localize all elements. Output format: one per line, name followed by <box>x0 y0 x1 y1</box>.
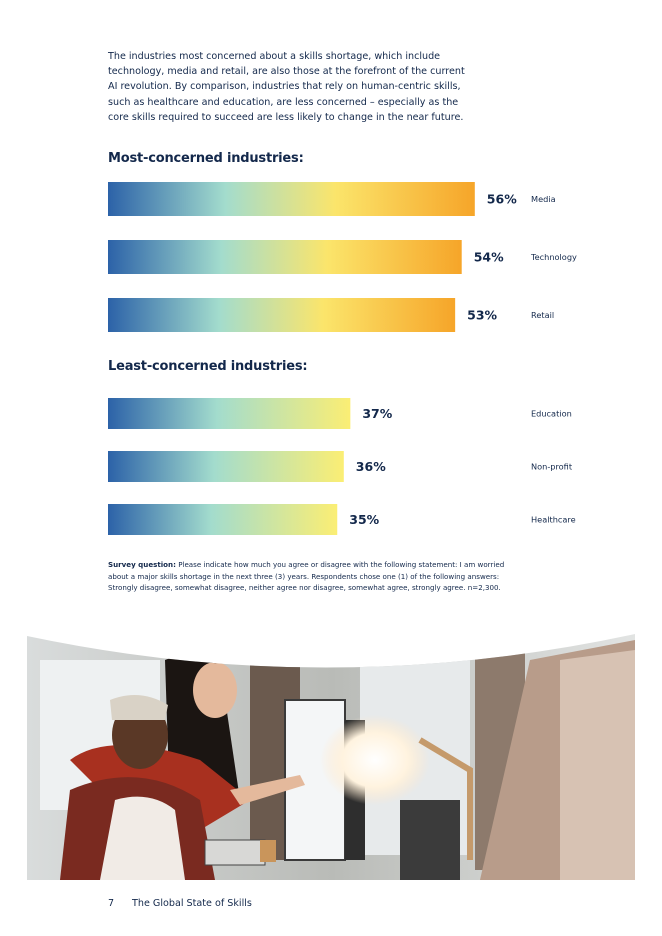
page-number: 7 <box>108 898 115 909</box>
page-footer <box>108 898 252 909</box>
bar-category-label: Media <box>531 194 556 204</box>
survey-note-text: Please indicate how much you agree or disagree with the following statement: I am worried about a major skills shortage in the next three (3) years. Respondents chose one (1) of the following answers: Strongly disagree, somewhat disagree, neither agree nor disagree, somewhat agree, strongly agree. n=2,300. <box>108 560 505 593</box>
bar-category-label: Non-profit <box>531 461 573 472</box>
bar-value-label: 54% <box>473 249 504 265</box>
survey-note-label: Survey question: <box>108 560 176 569</box>
bar-value-label: 53% <box>467 307 498 323</box>
bar-category-label: Technology <box>531 252 577 262</box>
bar-category-label: Healthcare <box>531 514 576 525</box>
bar-category-label: Education <box>531 408 572 419</box>
bar-category-label: Retail <box>531 310 555 320</box>
bar-value-label: 37% <box>362 406 393 421</box>
bar-value-label: 36% <box>355 459 386 474</box>
least-concerned-title: Least-concerned industries: <box>108 359 308 374</box>
bar-value-label: 35% <box>349 512 380 527</box>
intro-paragraph: The industries most concerned about a skills shortage, which include technology, media and retail, are also those at the forefront of the current AI revolution. By comparison, industries that rely on human-centric skills, such as healthcare and education, are less concerned – especially as the core skills required to succeed are less likely to change in the near future. <box>108 51 465 123</box>
bar-value-label: 56% <box>486 191 517 207</box>
publication-title: The Global State of Skills <box>132 898 252 909</box>
most-concerned-title: Most-concerned industries: <box>108 151 304 166</box>
